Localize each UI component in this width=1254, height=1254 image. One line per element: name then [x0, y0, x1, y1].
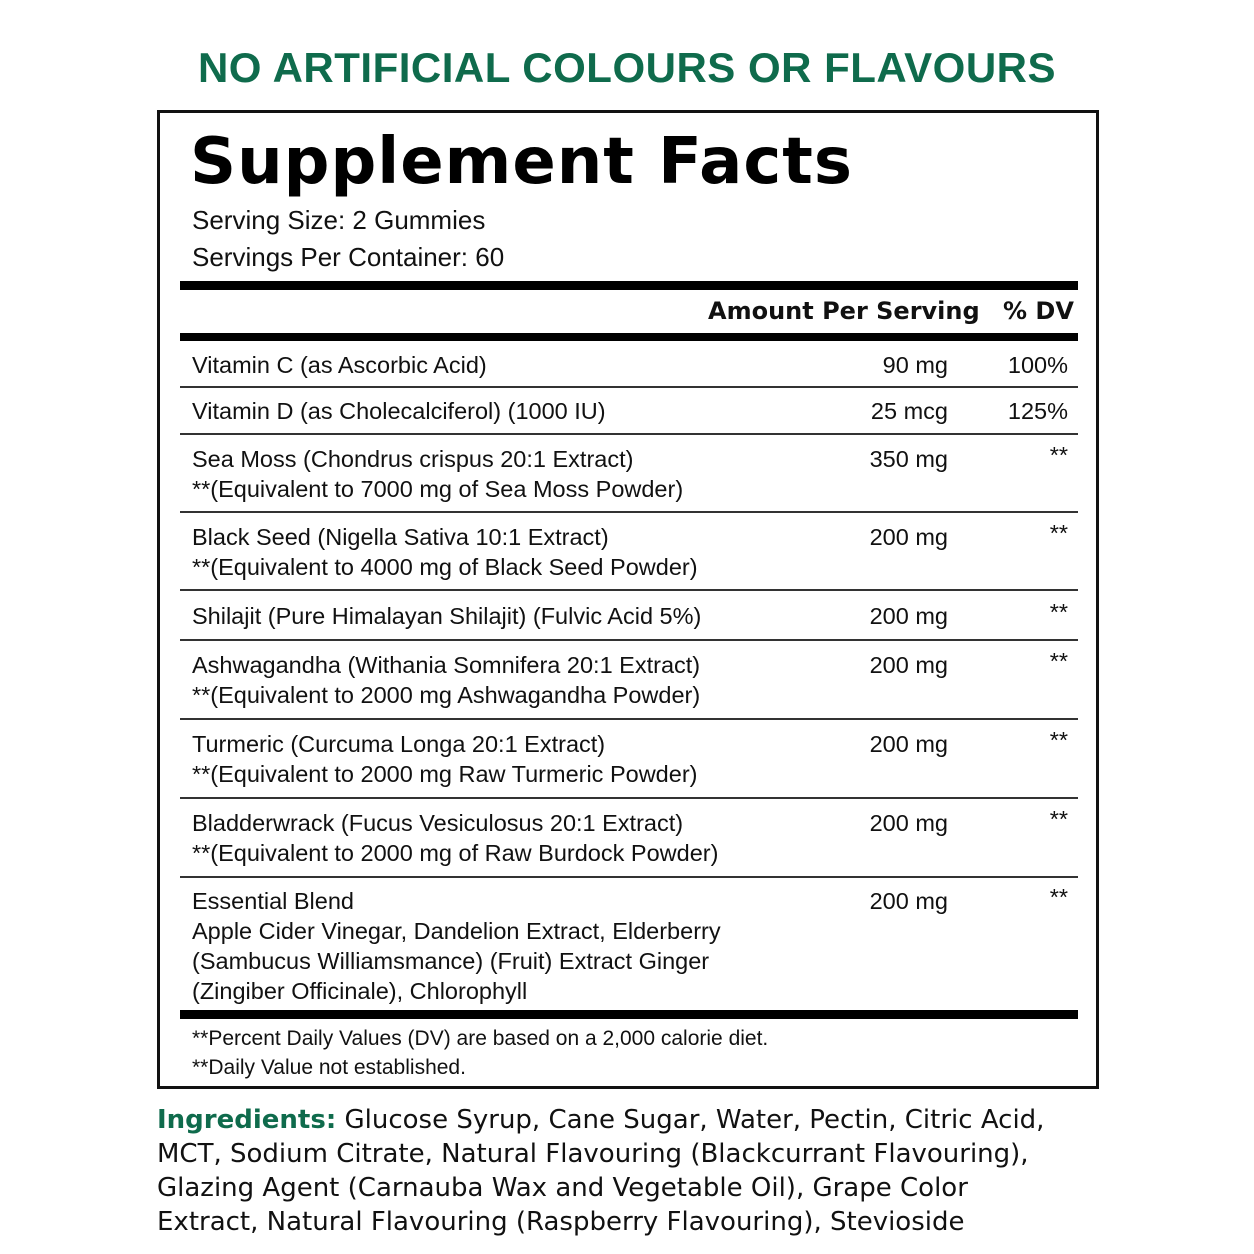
- nutrient-amount: 200 mg: [869, 888, 948, 914]
- table-row: [180, 799, 1078, 878]
- nutrient-name-main: Black Seed (Nigella Sativa 10:1 Extract): [192, 524, 609, 550]
- table-row: [180, 720, 1078, 799]
- nutrient-dv: **: [1049, 727, 1068, 753]
- nutrient-detail: **(Equivalent to 2000 mg Raw Turmeric Powder): [192, 761, 698, 787]
- nutrient-amount: 200 mg: [869, 524, 948, 550]
- header-amount-per-serving: Amount Per Serving: [708, 297, 980, 325]
- nutrient-amount: 200 mg: [869, 810, 948, 836]
- nutrient-detail: Apple Cider Vinegar, Dandelion Extract, Elderberry: [192, 918, 721, 944]
- footnote-dv-not-established: **Daily Value not established.: [192, 1056, 466, 1079]
- nutrient-name: [192, 808, 718, 868]
- header-daily-value: % DV: [1003, 297, 1074, 325]
- supplement-facts-panel: [157, 110, 1099, 1089]
- nutrient-dv: **: [1049, 442, 1068, 468]
- nutrient-name: [192, 444, 683, 504]
- nutrient-detail: **(Equivalent to 7000 mg of Sea Moss Powder): [192, 476, 684, 502]
- headline-banner: NO ARTIFICIAL COLOURS OR FLAVOURS: [197, 44, 1057, 91]
- nutrient-amount: 350 mg: [869, 446, 948, 472]
- panel-title: Supplement Facts: [190, 125, 853, 199]
- nutrient-dv: 100%: [1007, 352, 1068, 378]
- nutrient-detail: (Sambucus Williamsmance) (Fruit) Extract Ginger: [192, 948, 710, 974]
- table-row: [180, 591, 1078, 641]
- nutrient-name: Vitamin C (as Ascorbic Acid): [192, 352, 487, 378]
- table-row: [180, 341, 1078, 388]
- nutrient-dv: **: [1049, 520, 1068, 546]
- nutrient-detail: **(Equivalent to 4000 mg of Black Seed Powder): [192, 554, 698, 580]
- nutrient-name: [192, 729, 697, 789]
- thick-divider-top: [180, 281, 1078, 290]
- ingredients-label: Ingredients:: [157, 1105, 337, 1135]
- nutrient-name: [192, 522, 698, 582]
- nutrient-dv: 125%: [1007, 398, 1068, 424]
- nutrient-name-main: Turmeric (Curcuma Longa 20:1 Extract): [192, 731, 606, 757]
- nutrient-amount: 90 mg: [882, 352, 948, 378]
- nutrient-name: [192, 650, 700, 710]
- nutrient-name-main: Essential Blend: [192, 888, 354, 914]
- nutrient-dv: **: [1049, 806, 1068, 832]
- table-row: [180, 641, 1078, 720]
- ingredients-text: Glucose Syrup, Cane Sugar, Water, Pectin, Citric Acid, MCT, Sodium Citrate, Natural Flavouring (Blackcurrant Flavouring), Glazing Agent (Carnauba Wax and Vegetable Oil), Grape Color Extract, Natural Flavouring (Raspberry Flavouring), Stevioside: [157, 1105, 1045, 1237]
- nutrient-dv: **: [1049, 599, 1068, 625]
- nutrient-detail: **(Equivalent to 2000 mg Ashwagandha Powder): [192, 682, 701, 708]
- serving-size: Serving Size: 2 Gummies: [192, 205, 486, 235]
- nutrient-name-main: Ashwagandha (Withania Somnifera 20:1 Extract): [192, 652, 701, 678]
- thick-divider-bottom: [180, 1010, 1078, 1019]
- nutrient-table: [180, 341, 1078, 1010]
- nutrient-detail: (Zingiber Officinale), Chlorophyll: [192, 978, 528, 1004]
- nutrient-amount: 200 mg: [869, 731, 948, 757]
- nutrient-amount: 200 mg: [869, 603, 948, 629]
- nutrient-name: Vitamin D (as Cholecalciferol) (1000 IU): [192, 398, 606, 424]
- nutrient-dv: **: [1049, 884, 1068, 910]
- table-row: [180, 388, 1078, 435]
- nutrient-name: [192, 886, 721, 1006]
- table-row: [180, 878, 1078, 1010]
- thick-divider-header: [180, 333, 1078, 341]
- ingredients-paragraph: [157, 1103, 1057, 1239]
- nutrient-name-main: Bladderwrack (Fucus Vesiculosus 20:1 Extract): [192, 810, 684, 836]
- footnote-percent-dv: **Percent Daily Values (DV) are based on a 2,000 calorie diet.: [192, 1027, 769, 1050]
- table-row: [180, 435, 1078, 513]
- nutrient-amount: 25 mcg: [870, 398, 948, 424]
- nutrient-name: Shilajit (Pure Himalayan Shilajit) (Fulvic Acid 5%): [192, 603, 702, 629]
- nutrient-name-main: Sea Moss (Chondrus crispus 20:1 Extract): [192, 446, 634, 472]
- nutrient-detail: **(Equivalent to 2000 mg of Raw Burdock Powder): [192, 840, 719, 866]
- nutrient-dv: **: [1049, 648, 1068, 674]
- nutrient-amount: 200 mg: [869, 652, 948, 678]
- servings-per-container: Servings Per Container: 60: [192, 242, 505, 272]
- table-row: [180, 513, 1078, 591]
